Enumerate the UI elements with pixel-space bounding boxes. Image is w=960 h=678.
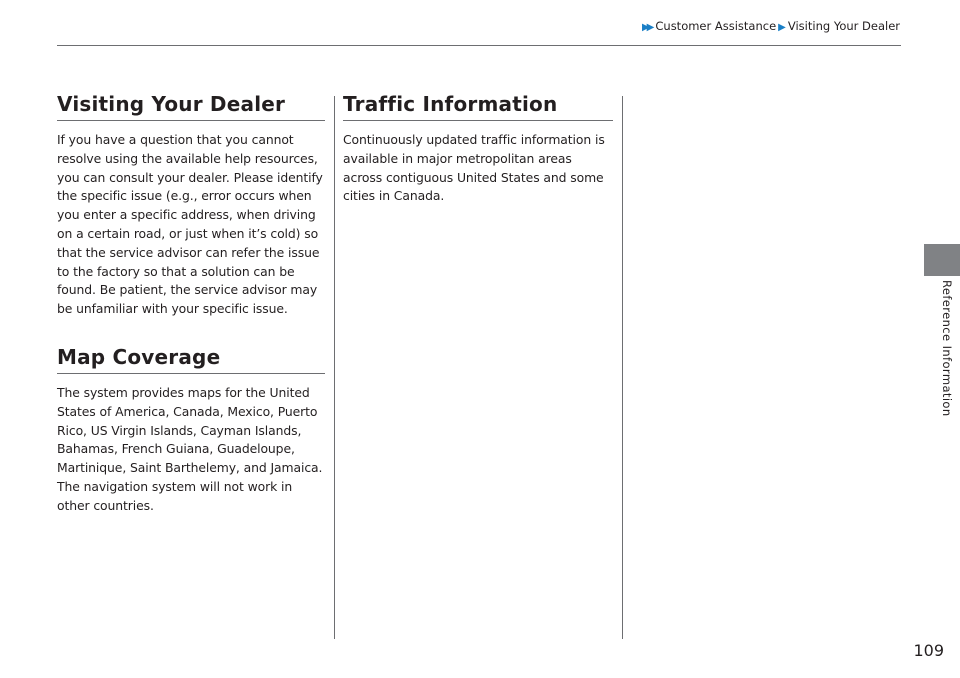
- section-body: The system provides maps for the United States of America, Canada, Mexico, Puerto Rico, US Virgin Islands, Cayman Islands, Bahamas, French Guiana, Guadeloupe, Martinique, Saint Barthelemy, and Jamaica. The navigation system will not work in other countries.: [57, 384, 323, 513]
- double-arrow-icon: ▶▶: [641, 22, 652, 33]
- middle-column: [343, 92, 613, 206]
- page-number: 109: [913, 641, 944, 660]
- section-body: Continuously updated traffic information is available in major metropolitan areas across contiguous United States and some cities in Canada.: [343, 132, 605, 204]
- breadcrumb: [642, 19, 900, 33]
- header-rule: [57, 45, 901, 46]
- arrow-icon: ▶: [778, 22, 786, 33]
- section-title: Visiting Your Dealer: [57, 92, 325, 121]
- section-title: Map Coverage: [57, 345, 325, 374]
- column-divider: [622, 96, 623, 639]
- section-title: Traffic Information: [343, 92, 613, 121]
- section-traffic-information: [343, 92, 613, 206]
- section-body: If you have a question that you cannot resolve using the available help resources, you can consult your dealer. Please identify the specific issue (e.g., error occurs when you enter a specific address, when driving on a certain road, or just when it’s cold) so that the service advisor can refer the issue to the factory so that a solution can be found. Be patient, the service advisor may be unfamiliar with your specific issue.: [57, 132, 323, 317]
- section-visiting-your-dealer: [57, 92, 325, 319]
- side-tab-label: Reference Information: [940, 280, 954, 417]
- reference-tab-marker[interactable]: [924, 244, 960, 276]
- breadcrumb-item-visiting-your-dealer[interactable]: Visiting Your Dealer: [787, 19, 900, 33]
- breadcrumb-item-customer-assistance[interactable]: Customer Assistance: [655, 19, 777, 33]
- column-divider: [334, 96, 335, 639]
- section-map-coverage: [57, 345, 325, 516]
- left-column: [57, 92, 325, 516]
